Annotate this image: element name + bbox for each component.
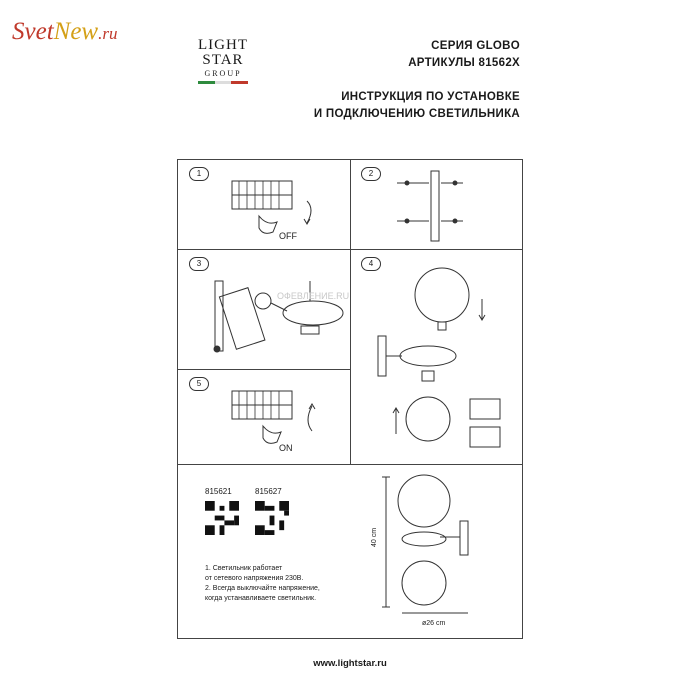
step-3-number: 3 xyxy=(189,257,209,271)
instruction-title-line1: ИНСТРУКЦИЯ ПО УСТАНОВКЕ xyxy=(341,91,520,103)
step-1-number: 1 xyxy=(189,167,209,181)
step-4-shade-installation xyxy=(372,259,522,464)
logo-flag xyxy=(198,81,248,84)
note-line-1: 1. Светильник работает xyxy=(205,565,283,572)
note-line-3: 2. Всегда выключайте напряжение, xyxy=(205,585,320,592)
step-5-number: 5 xyxy=(189,377,209,391)
height-dimension: 40 cm xyxy=(371,527,378,547)
qr-code-2 xyxy=(255,501,289,535)
step-3-wiring-illustration xyxy=(205,271,350,366)
step-2-number: 2 xyxy=(361,167,381,181)
step-3-watermark: ОФЕВЛЕНИЕ.RU xyxy=(277,291,350,301)
website-footer: www.lightstar.ru xyxy=(313,658,387,669)
logo-line2: STAR xyxy=(202,52,244,68)
on-label: ON xyxy=(279,443,293,453)
article-code-2: 815627 xyxy=(255,487,282,496)
logo-line1: LIGHT xyxy=(198,37,248,53)
step-1-breaker-illustration xyxy=(217,171,342,246)
watermark-svet: Svet xyxy=(12,18,54,45)
watermark-new: New xyxy=(53,18,99,45)
series-heading: СЕРИЯ GLOBO xyxy=(431,40,520,52)
lamp-dimension-drawing xyxy=(372,471,517,636)
step-2-mounting-plate xyxy=(397,169,507,244)
notes xyxy=(205,564,320,604)
watermark-ru: .ru xyxy=(98,24,118,43)
note-line-4: когда устанавливаете светильник. xyxy=(205,595,317,602)
logo-line3: GROUP xyxy=(204,69,242,78)
watermark xyxy=(12,18,117,46)
step-4-number: 4 xyxy=(361,257,381,271)
articles-heading: АРТИКУЛЫ 81562X xyxy=(408,57,520,69)
off-label: OFF xyxy=(279,231,297,241)
qr-code-1 xyxy=(205,501,239,535)
lightstar-logo xyxy=(190,38,256,110)
note-line-2: от сетевого напряжения 230В. xyxy=(205,575,304,582)
instruction-title-line2: И ПОДКЛЮЧЕНИЮ СВЕТИЛЬНИКА xyxy=(313,108,520,120)
diameter-dimension: ø26 cm xyxy=(422,620,446,627)
step-5-breaker-illustration xyxy=(217,381,342,461)
article-code-1: 815621 xyxy=(205,487,232,496)
